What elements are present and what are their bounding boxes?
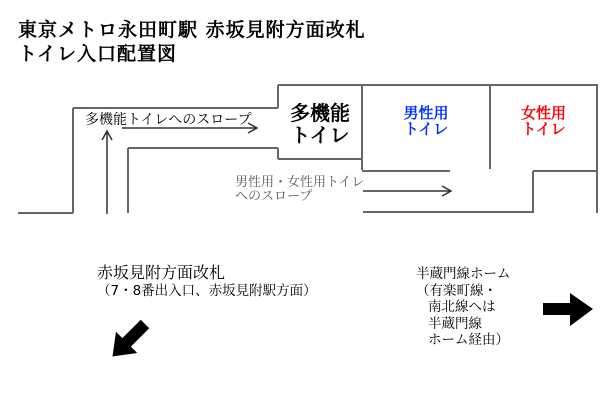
platform-caption-line5: ホーム経由）: [428, 332, 509, 348]
room-label-multifunction: [278, 102, 362, 146]
platform-caption-line4: 半蔵門線: [428, 315, 482, 332]
mw-slope-right-arrow-icon: [363, 186, 451, 196]
room-label-women: [490, 105, 597, 137]
page-title: [18, 18, 366, 66]
mw-slope-label: [235, 176, 364, 204]
title-line-2: トイレ入口配置図: [18, 43, 178, 65]
gate-caption-line1: 赤坂見附方面改札: [97, 263, 226, 282]
room-label-multifunction-line2: トイレ: [290, 123, 350, 147]
room-label-multifunction-line1: 多機能: [290, 101, 350, 125]
title-line-1: 東京メトロ永田町駅 赤坂見附方面改札: [18, 19, 366, 41]
platform-caption-line1: 半蔵門線ホーム: [416, 266, 511, 282]
multi-slope-label: 多機能トイレへのスロープ: [85, 112, 252, 128]
platform-caption: [416, 266, 511, 349]
platform-right-arrow-icon: [543, 293, 593, 326]
gate-caption: [97, 264, 317, 300]
room-label-men-line1: 男性用: [403, 104, 449, 122]
direction-arrows-layer: [102, 293, 593, 367]
room-label-women-line2: トイレ: [521, 120, 566, 138]
gate-caption-line2: （7・8番出入口、赤坂見附駅方面）: [97, 283, 317, 299]
mw-slope-label-line1: 男性用・女性用トイレ: [235, 175, 365, 190]
corridor-up-arrow-icon: [102, 131, 112, 214]
platform-caption-line2: （有楽町線・: [416, 282, 497, 299]
room-label-men: [362, 105, 490, 137]
room-label-men-line2: トイレ: [403, 120, 449, 138]
mw-slope-label-line2: へのスロープ: [235, 189, 313, 204]
gate-down-left-arrow-icon: [102, 313, 156, 367]
room-label-women-line1: 女性用: [520, 104, 566, 122]
platform-caption-line3: 南北線へは: [428, 299, 496, 315]
